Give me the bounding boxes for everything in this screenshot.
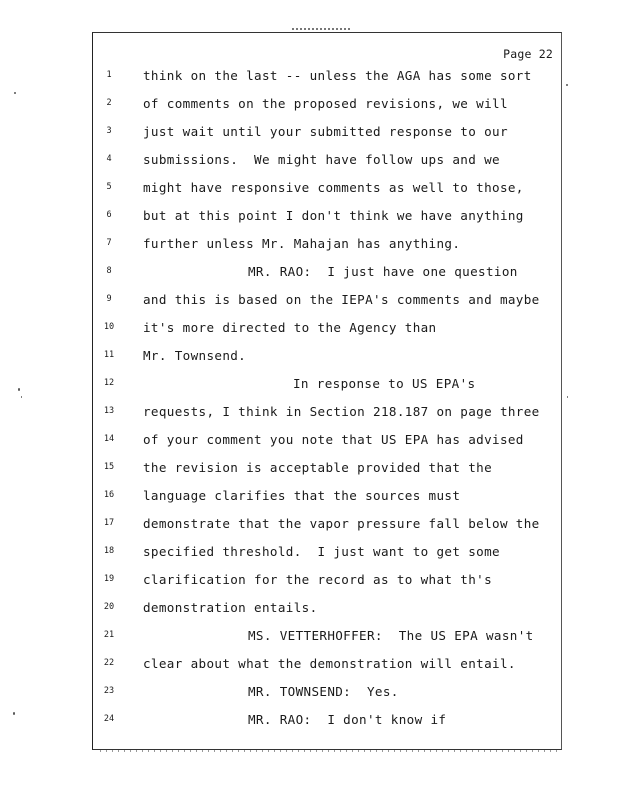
scan-speck [18,388,20,391]
line-number: 7 [106,238,112,248]
line-number: 17 [103,518,115,528]
line-number: 12 [103,378,115,388]
transcript-line [93,401,563,421]
transcript-line [93,625,563,645]
transcript-line [93,485,563,505]
transcript-line [93,373,563,393]
line-number: 9 [106,294,112,304]
line-number: 16 [103,490,115,500]
transcript-line [93,289,563,309]
line-text: specified threshold. I just want to get some [143,544,500,559]
line-text: submissions. We might have follow ups and we [143,152,500,167]
line-text: demonstration entails. [143,600,318,615]
transcript-page [92,32,562,750]
scan-speck [21,396,22,398]
scan-speck [14,92,16,94]
line-number: 22 [103,658,115,668]
line-number: 8 [106,266,112,276]
line-text: just wait until your submitted response to our [143,124,508,139]
line-text: and this is based on the IEPA's comments and maybe [143,292,540,307]
transcript-line [93,597,563,617]
transcript-line [93,261,563,281]
transcript-line [93,65,563,85]
transcript-line [93,233,563,253]
line-number: 24 [103,714,115,724]
line-text: but at this point I don't think we have anything [143,208,524,223]
line-number: 1 [106,70,112,80]
line-text: further unless Mr. Mahajan has anything. [143,236,461,251]
line-text: of your comment you note that US EPA has advised [143,432,524,447]
line-text: clarification for the record as to what th's [143,572,493,587]
line-text: requests, I think in Section 218.187 on page three [143,404,540,419]
line-number: 3 [106,126,112,136]
transcript-line [93,149,563,169]
scan-speck [567,396,568,398]
line-text: it's more directed to the Agency than [143,320,437,335]
transcript-line [93,177,563,197]
transcript-line [93,317,563,337]
transcript-line [93,709,563,729]
scan-artifact-top [292,28,352,30]
line-text: think on the last -- unless the AGA has some sort [143,68,532,83]
line-number: 20 [103,602,115,612]
transcript-line [93,681,563,701]
line-text: clear about what the demonstration will entail. [143,656,516,671]
line-text: MS. VETTERHOFFER: The US EPA wasn't [248,628,534,643]
line-text: language clarifies that the sources must [143,488,461,503]
line-text: MR. RAO: I just have one question [248,264,518,279]
line-text: of comments on the proposed revisions, we will [143,96,508,111]
transcript-line [93,93,563,113]
transcript-line [93,541,563,561]
line-text: MR. TOWNSEND: Yes. [248,684,399,699]
transcript-line [93,569,563,589]
line-number: 15 [103,462,115,472]
line-number: 21 [103,630,115,640]
line-number: 14 [103,434,115,444]
transcript-line [93,121,563,141]
line-text: demonstrate that the vapor pressure fall below the [143,516,540,531]
line-number: 6 [106,210,112,220]
scan-speck [566,84,568,86]
line-number: 13 [103,406,115,416]
line-text: In response to US EPA's [293,376,476,391]
transcript-line [93,345,563,365]
transcript-line [93,429,563,449]
page-number: Page 22 [503,47,553,61]
line-number: 11 [103,350,115,360]
line-number: 18 [103,546,115,556]
transcript-line [93,653,563,673]
scan-artifact-bottom [100,750,560,752]
line-text: Mr. Townsend. [143,348,247,363]
line-number: 10 [103,322,115,332]
transcript-line [93,457,563,477]
line-number: 2 [106,98,112,108]
line-number: 5 [106,182,112,192]
line-number: 19 [103,574,115,584]
line-text: the revision is acceptable provided that the [143,460,493,475]
scan-speck [13,712,15,715]
line-text: might have responsive comments as well to those, [143,180,524,195]
line-number: 23 [103,686,115,696]
transcript-line [93,513,563,533]
transcript-line [93,205,563,225]
line-number: 4 [106,154,112,164]
line-text: MR. RAO: I don't know if [248,712,447,727]
